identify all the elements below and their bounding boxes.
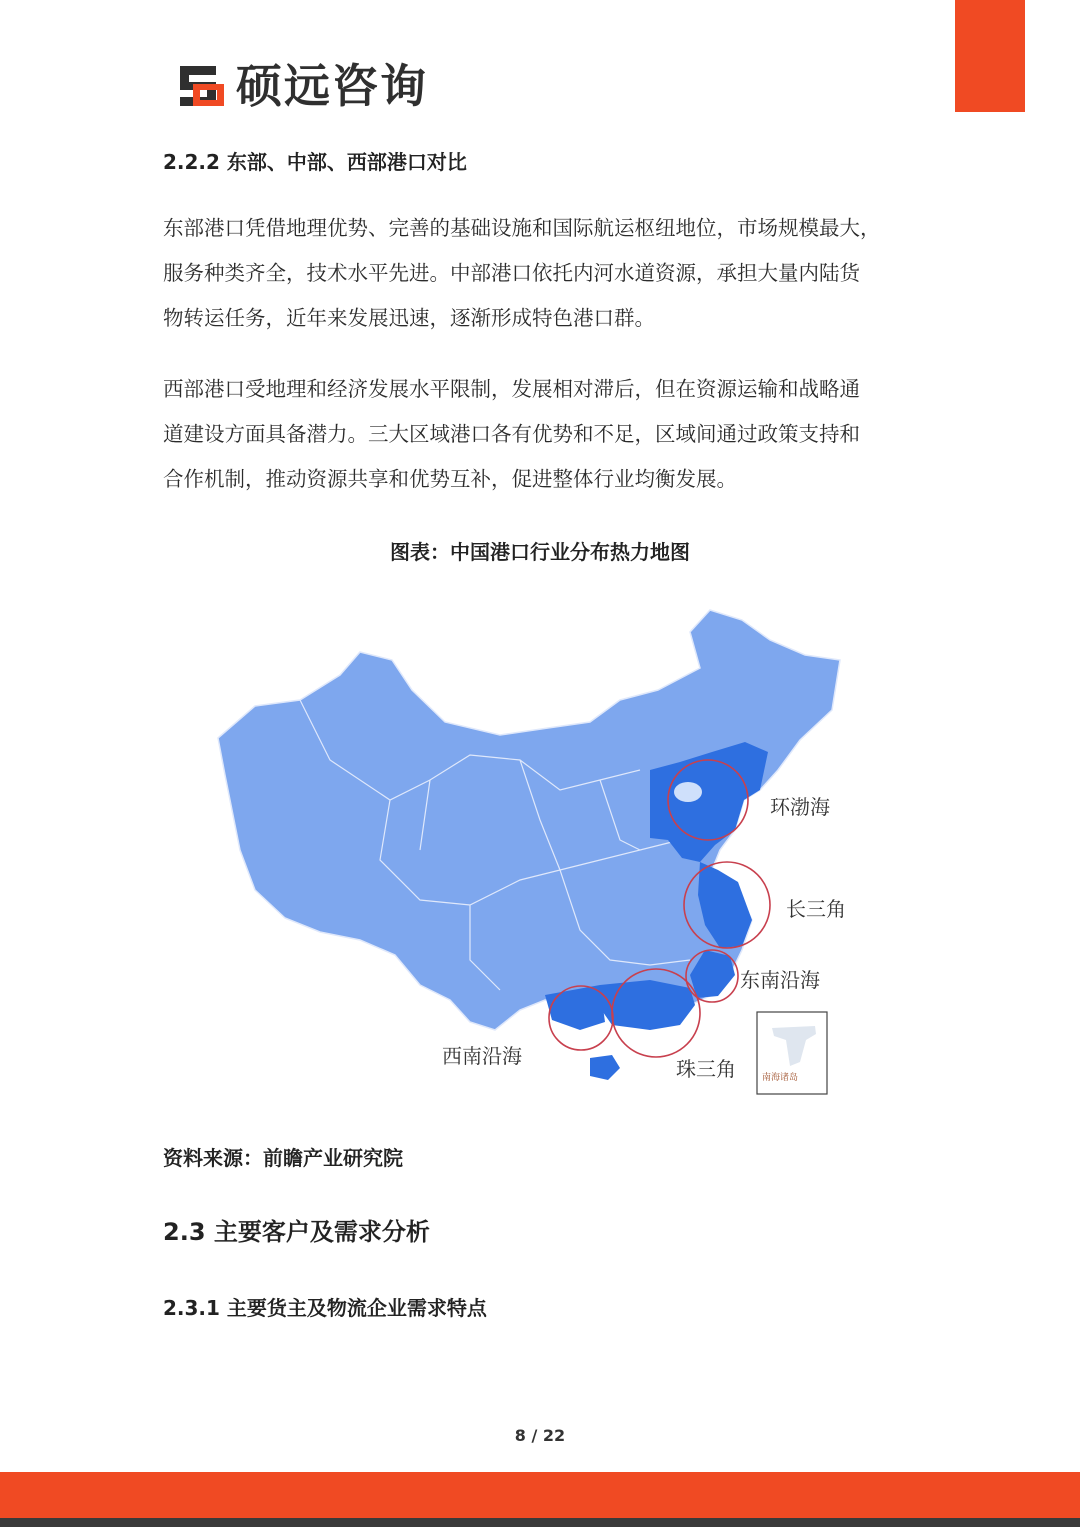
bohai-bay: [674, 782, 702, 802]
brand-name: 硕远咨询: [236, 59, 428, 113]
region-label-southwest: 西南沿海: [442, 1044, 522, 1068]
section-title-2-3: 2.3 主要客户及需求分析: [163, 1218, 430, 1246]
paragraph-line: 西部港口受地理和经济发展水平限制，发展相对滞后，但在资源运输和战略通: [163, 377, 860, 401]
region-label-bohai: 环渤海: [770, 795, 830, 819]
page-number: 8 / 22: [514, 1426, 566, 1445]
brand-mark-icon: [176, 62, 228, 110]
china-mainland-shape: [218, 610, 840, 1030]
paragraph-1: [163, 206, 923, 341]
paragraph-2: [163, 367, 923, 502]
region-label-yangtze: 长三角: [786, 897, 846, 921]
section-title-2-3-1: 2.3.1 主要货主及物流企业需求特点: [163, 1296, 487, 1320]
paragraph-line: 合作机制，推动资源共享和优势互补，促进整体行业均衡发展。: [163, 467, 737, 491]
section-title-2-2-2: 2.2.2 东部、中部、西部港口对比: [163, 150, 467, 174]
china-port-heat-map: [150, 590, 870, 1110]
paragraph-line: 服务种类齐全，技术水平先进。中部港口依托内河水道资源，承担大量内陆货: [163, 261, 860, 285]
figure-caption: 图表：中国港口行业分布热力地图: [390, 540, 690, 564]
footer-dark-line: [0, 1518, 1080, 1527]
region-label-pearl: 珠三角: [676, 1057, 736, 1081]
brand-logo: [176, 58, 428, 114]
region-label-southeast: 东南沿海: [740, 968, 820, 992]
footer-accent-bar: [0, 1472, 1080, 1518]
hainan-island-shape: [590, 1055, 620, 1080]
figure-source: 资料来源：前瞻产业研究院: [163, 1146, 403, 1170]
paragraph-line: 东部港口凭借地理优势、完善的基础设施和国际航运枢纽地位，市场规模最大，: [163, 216, 881, 240]
inset-label: 南海诸岛: [762, 1073, 799, 1083]
south-china-sea-inset: [757, 1012, 827, 1094]
corner-accent-block: [955, 0, 1025, 112]
paragraph-line: 道建设方面具备潜力。三大区域港口各有优势和不足，区域间通过政策支持和: [163, 422, 860, 446]
paragraph-line: 物转运任务，近年来发展迅速，逐渐形成特色港口群。: [163, 306, 655, 330]
